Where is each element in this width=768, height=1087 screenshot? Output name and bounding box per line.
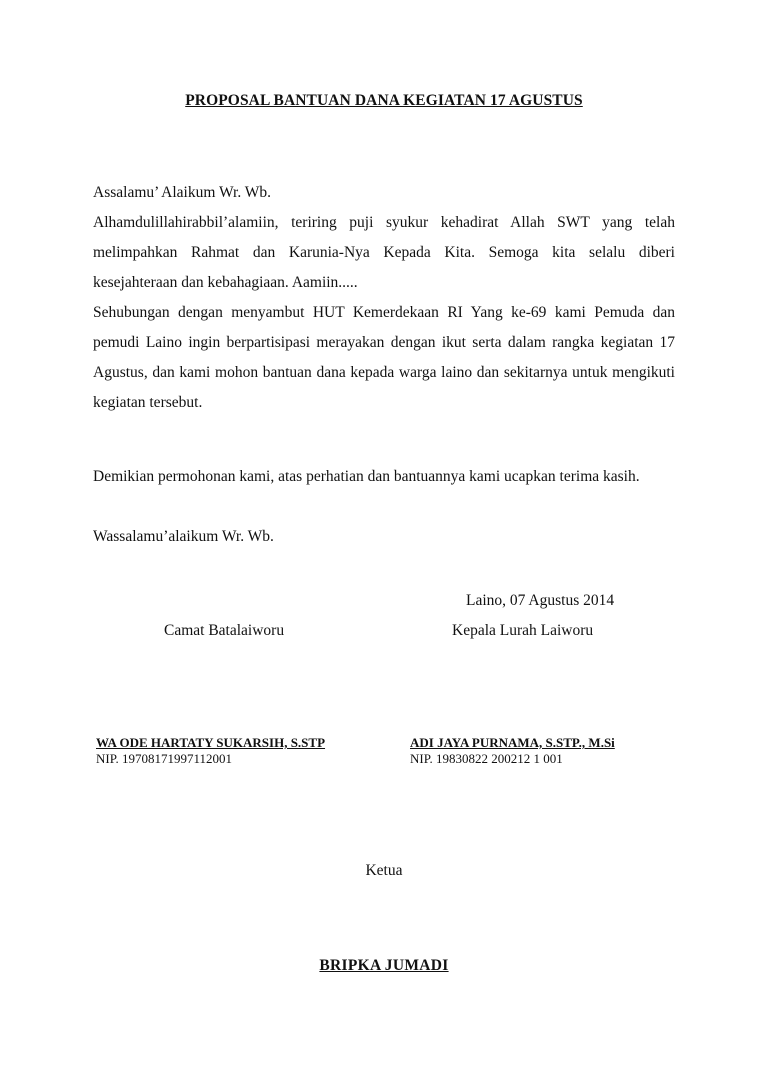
document-title: PROPOSAL BANTUAN DANA KEGIATAN 17 AGUSTUS	[185, 92, 583, 109]
right-signatory-nip: NIP. 19830822 200212 1 001	[410, 751, 563, 766]
chair-name: BRIPKA JUMADI	[319, 957, 449, 974]
opening-paragraph: Alhamdulillahirabbil’alamiin, teriring puji syukur kehadirat Allah SWT yang telah melimpahkan Rahmat dan Karunia-Nya Kepada Kita. Semoga kita selalu diberi kesejahteraan dan kebahagiaan. Aamiin.....	[93, 214, 675, 291]
place-date: Laino, 07 Agustus 2014	[466, 592, 615, 609]
chair-role: Ketua	[365, 862, 403, 879]
right-signatory-name: ADI JAYA PURNAMA, S.STP., M.Si	[410, 735, 615, 750]
greeting: Assalamu’ Alaikum Wr. Wb.	[93, 184, 272, 201]
left-signatory-role: Camat Batalaiworu	[164, 622, 285, 639]
farewell-line: Wassalamu’alaikum Wr. Wb.	[93, 528, 274, 545]
left-signatory-nip: NIP. 19708171997112001	[96, 751, 233, 766]
right-signatory-role: Kepala Lurah Laiworu	[452, 622, 594, 639]
left-signatory-name: WA ODE HARTATY SUKARSIH, S.STP	[96, 735, 326, 750]
closing-paragraph: Demikian permohonan kami, atas perhatian dan bantuannya kami ucapkan terima kasih.	[93, 468, 640, 485]
letter-body	[93, 178, 675, 418]
request-paragraph: Sehubungan dengan menyambut HUT Kemerdekaan RI Yang ke-69 kami Pemuda dan pemudi Laino ingin berpartisipasi merayakan dengan ikut serta dalam rangka kegiatan 17 Agustus, dan kami mohon bantuan dana kepada warga laino dan sekitarnya untuk mengikuti kegiatan tersebut.	[93, 304, 675, 411]
